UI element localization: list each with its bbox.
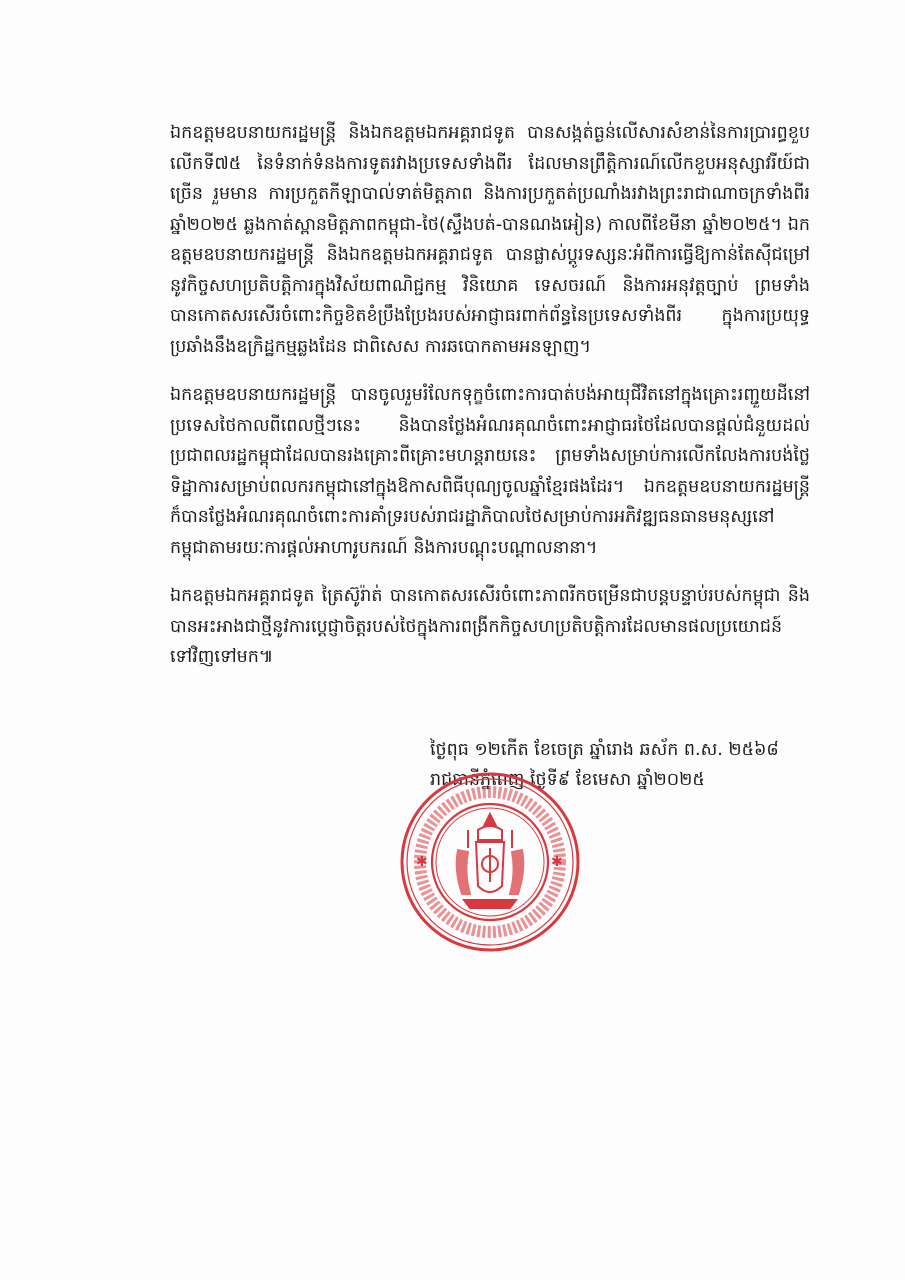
royal-coat-of-arms-icon [457, 814, 524, 908]
svg-text:✱: ✱ [551, 854, 563, 870]
document-body [170, 118, 810, 691]
paragraph-2: ឯកឧត្តមឧបនាយករដ្ឋមន្ត្រី បានចូលរួមរំលែកទុក្ខចំពោះការបាត់បង់អាយុជីវិតនៅក្នុងគ្រោះរញ្ជួយដីនៅប្រទេសថៃកាលពីពេលថ្មីៗនេះ និងបានថ្លែងអំណរគុណចំពោះអាជ្ញាធរថៃដែលបានផ្តល់ជំនួយដល់ប្រជាពលរដ្ឋកម្ពុជាដែលបានរងគ្រោះពីគ្រោះមហន្តរាយនេះ ព្រមទាំងសម្រាប់ការលើកលែងការបង់ថ្លៃទិដ្ឋាការសម្រាប់ពលករកម្ពុជានៅក្នុងឱកាសពិធីបុណ្យចូលឆ្នាំខ្មែរផងដែរ។ ឯកឧត្តមឧបនាយករដ្ឋមន្ត្រីក៏បានថ្លែងអំណរគុណចំពោះការគាំទ្ររបស់រាជរដ្ឋាភិបាលថៃសម្រាប់ការអភិវឌ្ឍធនធានមនុស្សនៅកម្ពុជាតាមរយៈការផ្តល់អាហារូបករណ៍ និងការបណ្តុះបណ្តាលនានា។ [170, 385, 810, 558]
paragraph-3: ឯកឧត្តមឯកអគ្គរាជទូត ត្រៃស៊ូរ៉ាត់ បានកោតសរសើរចំពោះភាពរីកចម្រើនជាបន្តបន្ទាប់របស់កម្ពុជា និងបានអះអាងជាថ្មីនូវការប្តេជ្ញាចិត្តរបស់ថៃក្នុងការពង្រីកកិច្ចសហប្រតិបត្តិការដែលមានផលប្រយោជន៍ទៅវិញទៅមក៕ [170, 586, 810, 667]
paragraph-1: ឯកឧត្តមឧបនាយករដ្ឋមន្ត្រី និងឯកឧត្តមឯកអគ្គរាជទូត បានសង្កត់ធ្ងន់លើសារសំខាន់នៃការប្រារព្ធខួបលើកទី៧៥ នៃទំនាក់ទំនងការទូតរវាងប្រទេសទាំងពីរ ដែលមានព្រឹត្តិការណ៍លើកខួបអនុស្សាវរីយ៍ជាច្រើន រួមមាន ការប្រកួតកីឡាបាល់ទាត់មិត្តភាព និងការប្រកួតត់ប្រណាំងរវាងព្រះរាជាណាចក្រទាំងពីរ ឆ្នាំ២០២៥ ឆ្លងកាត់ស្ពានមិត្តភាពកម្ពុជា-ថៃ(ស្ទឹងបត់-បានណងអៀន) កាលពីខែមីនា ឆ្នាំ២០២៥។ ឯកឧត្តមឧបនាយករដ្ឋមន្ត្រី និងឯកឧត្តមឯកអគ្គរាជទូត បានផ្លាស់ប្តូរទស្សនៈអំពីការធ្វើឱ្យកាន់តែស៊ីជម្រៅនូវកិច្ចសហប្រតិបត្តិការក្នុងវិស័យពាណិជ្ជកម្ម វិនិយោគ ទេសចរណ៍ និងការអនុវត្តច្បាប់ ព្រមទាំងបានកោតសរសើរចំពោះកិច្ចខិតខំប្រឹងប្រែងរបស់អាជ្ញាធរពាក់ព័ន្ធនៃប្រទេសទាំងពីរ ក្នុងការប្រយុទ្ធប្រឆាំងនឹងឧក្រិដ្ឋកម្មឆ្លងដែន ជាពិសេស ការឆបោកតាមអនឡាញ។ [170, 123, 810, 357]
svg-text:✱: ✱ [416, 854, 428, 870]
official-seal-icon [398, 770, 582, 954]
solar-date-place: រាជធានីភ្នំពេញ ថ្ងៃទី៩ ខែមេសា ឆ្នាំ២០២៥ [430, 770, 705, 790]
lunar-date: ថ្ងៃពុធ ១២កើត ខែចេត្រ ឆ្នាំរោង ឆស័ក ព.ស. ២៥៦៨ [430, 740, 779, 760]
